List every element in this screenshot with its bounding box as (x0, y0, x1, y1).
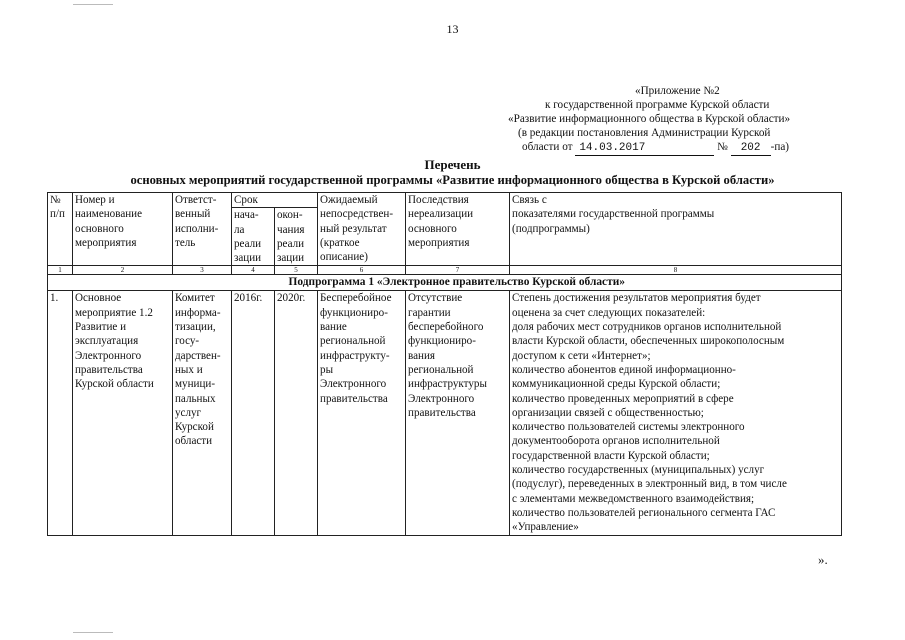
cell-text-line: госу- (175, 335, 200, 348)
row-name (73, 291, 173, 535)
scan-artifact-bottom (73, 632, 113, 633)
cell-text-line: области (175, 435, 213, 448)
cell-text-line: Номер и (75, 194, 115, 206)
cell-text-line: услуг (175, 406, 202, 419)
row-number: 1. (48, 291, 73, 535)
appendix-line-3: «Развитие информационного общества в Курской области» (508, 113, 791, 125)
appendix-date-prefix: области от (522, 141, 573, 153)
cell-text-line: государственной власти Курской области; (512, 449, 710, 462)
cell-text-line: ных и (175, 363, 203, 376)
cell-text-line: основного (75, 222, 124, 235)
decree-number: 202 (731, 141, 771, 156)
cell-text-line: (краткое (320, 236, 360, 249)
column-number: 5 (275, 266, 318, 275)
document-title: Перечень (424, 157, 481, 172)
header-name (73, 193, 173, 266)
cell-text-line: Основное (75, 292, 122, 305)
cell-text-line: окон- (277, 209, 303, 222)
appendix-line-5 (500, 140, 850, 156)
row-start: 2016г. (232, 291, 275, 535)
cell-text-line: эксплуатация (75, 335, 139, 348)
appendix-header (500, 84, 850, 156)
cell-text-line: Курской (175, 421, 214, 434)
cell-text-line: коммуникационной среды Курской области; (512, 378, 721, 391)
table-header-row (48, 193, 842, 208)
cell-text-line: ла (234, 223, 245, 236)
cell-text-line: инфраструктуры (408, 378, 487, 391)
cell-text-line: функциониро- (320, 306, 388, 319)
cell-text-line: бесперебойного (408, 321, 484, 334)
cell-text-line: Курской области (75, 378, 154, 391)
column-numbers-row (48, 266, 842, 275)
cell-text-line: пальных (175, 392, 216, 405)
document-subtitle: основных мероприятий государственной программы «Развитие информационного общества в Курской области» (130, 173, 775, 187)
cell-text-line: количество пользователей регионального сегмента ГАС (512, 506, 776, 519)
cell-text-line: ры (320, 363, 334, 376)
cell-text-line: (подуслуг), переведенных в электронный вид, в том числе (512, 478, 787, 491)
cell-text-line: Электронного (75, 349, 142, 362)
cell-text-line: Развитие и (75, 321, 127, 334)
row-consequences (406, 291, 510, 535)
row-result (318, 291, 406, 535)
scan-artifact-top (73, 4, 113, 5)
cell-text-line: нереализации (408, 208, 474, 221)
closing-quote: ». (818, 552, 828, 567)
header-end (275, 208, 318, 266)
cell-text-line: описание) (320, 251, 368, 264)
cell-text-line: № (50, 194, 61, 206)
appendix-line-4: (в редакции постановления Администрации Курской (518, 127, 771, 139)
header-result (318, 193, 406, 266)
cell-text-line: показателями государственной программы (512, 208, 715, 221)
cell-text-line: непосредствен- (320, 208, 394, 221)
decree-date: 14.03.2017 (575, 141, 714, 156)
header-link (510, 193, 842, 266)
cell-text-line: власти Курской области, обеспеченных широкополосным (512, 335, 785, 348)
cell-text-line: Бесперебойное (320, 292, 392, 305)
cell-text-line: мероприятия (75, 236, 137, 249)
column-number: 1 (48, 266, 73, 275)
cell-text-line: количество государственных (муниципальных) услуг (512, 464, 765, 477)
header-responsible (173, 193, 232, 266)
cell-text-line: основного (408, 222, 457, 235)
cell-text-line: реали (277, 237, 305, 250)
cell-text-line: чания (277, 223, 305, 236)
cell-text-line: функциониро- (408, 335, 476, 348)
cell-text-line: Электронного (408, 392, 475, 405)
cell-text-line: тизации, (175, 321, 216, 334)
cell-text-line: дарствен- (175, 349, 221, 362)
cell-text-line: количество пользователей системы электронного (512, 421, 745, 434)
column-number: 3 (173, 266, 232, 275)
column-number: 8 (510, 266, 842, 275)
cell-text-line: с элементами межведомственного взаимодействия; (512, 492, 755, 505)
column-number: 2 (73, 266, 173, 275)
cell-text-line: муници- (175, 378, 216, 391)
cell-text-line: «Управление» (512, 521, 579, 534)
cell-text-line: реали (234, 237, 262, 250)
cell-text-line: региональной (408, 363, 474, 376)
cell-text-line: Связь с (512, 194, 547, 206)
cell-text-line: гарантии (408, 306, 451, 319)
cell-text-line: правительства (320, 392, 388, 405)
column-number: 4 (232, 266, 275, 275)
cell-text-line: венный (175, 208, 211, 221)
cell-text-line: региональной (320, 335, 386, 348)
appendix-line-1: «Приложение №2 (635, 85, 720, 97)
table-row (48, 291, 842, 535)
cell-text-line: п/п (50, 208, 65, 221)
row-responsible (173, 291, 232, 535)
cell-text-line: Электронного (320, 378, 387, 391)
cell-text-line: вания (408, 349, 436, 362)
measures-table (47, 192, 842, 536)
column-number: 6 (318, 266, 406, 275)
cell-text-line: количество проведенных мероприятий в сфере (512, 392, 734, 405)
cell-text-line: тель (175, 236, 196, 249)
column-number: 7 (406, 266, 510, 275)
appendix-line-2: к государственной программе Курской области (545, 99, 770, 111)
cell-text-line: оценена за счет следующих показателей: (512, 306, 706, 319)
cell-text-line: Последствия (408, 194, 469, 206)
decree-number-label: № (717, 141, 728, 153)
cell-text-line: мероприятия (408, 236, 470, 249)
header-start (232, 208, 275, 266)
row-indicators (510, 291, 842, 535)
row-end: 2020г. (275, 291, 318, 535)
header-num (48, 193, 73, 266)
header-term: Срок (232, 193, 318, 208)
cell-text-line: Ответст- (175, 194, 217, 206)
cell-text-line: документооборота органов исполнительной (512, 435, 720, 448)
cell-text-line: инфраструкту- (320, 349, 390, 362)
cell-text-line: мероприятие 1.2 (75, 306, 153, 319)
cell-text-line: наименование (75, 208, 143, 221)
cell-text-line: нача- (234, 209, 259, 222)
cell-text-line: исполни- (175, 222, 219, 235)
cell-text-line: Ожидаемый (320, 194, 378, 206)
header-consequences (406, 193, 510, 266)
cell-text-line: Отсутствие (408, 292, 463, 305)
cell-text-line: Комитет (175, 292, 215, 305)
cell-text-line: ный результат (320, 222, 387, 235)
cell-text-line: доступом к сети «Интернет»; (512, 349, 651, 362)
cell-text-line: количество абонентов единой информационно- (512, 363, 736, 376)
cell-text-line: вание (320, 321, 347, 334)
subprogram-title: Подпрограмма 1 «Электронное правительство Курской области» (73, 275, 842, 291)
subprogram-row (48, 275, 842, 291)
cell-text-line: зации (234, 252, 262, 265)
page-number: 13 (446, 22, 459, 36)
cell-text-line: правительства (408, 406, 476, 419)
cell-text-line: информа- (175, 306, 221, 319)
cell-text-line: Степень достижения результатов мероприятия будет (512, 292, 761, 305)
cell-text-line: (подпрограммы) (512, 222, 590, 235)
cell-text-line: зации (277, 252, 305, 265)
cell-text-line: доля рабочих мест сотрудников органов исполнительной (512, 321, 782, 334)
decree-number-suffix: -па) (770, 141, 790, 153)
cell-text-line: правительства (75, 363, 143, 376)
cell-text-line: организации связей с общественностью; (512, 406, 704, 419)
